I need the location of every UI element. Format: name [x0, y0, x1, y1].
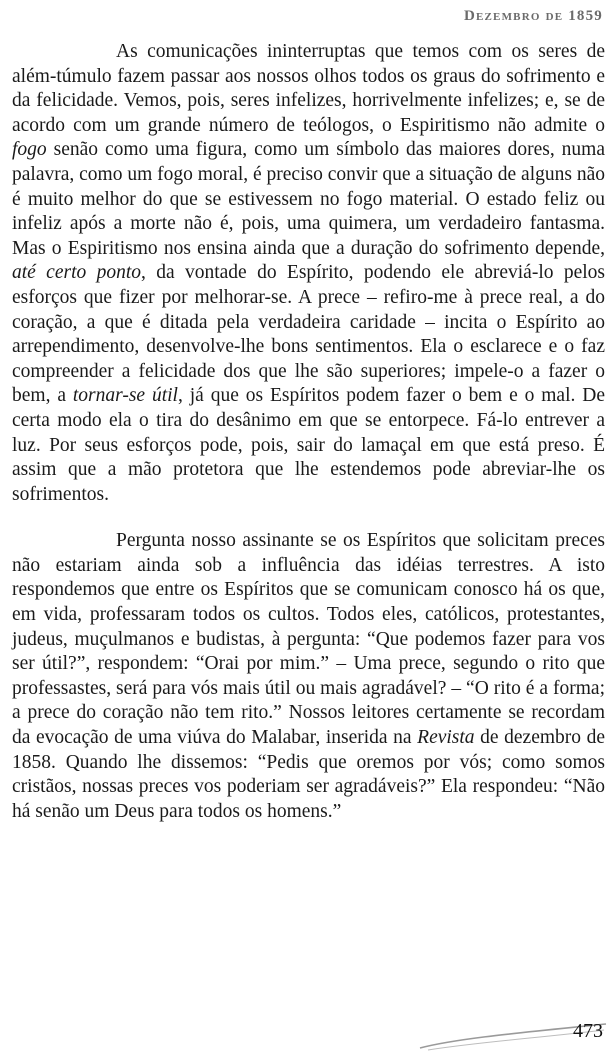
paragraph-1-text-2: senão como uma figura, como um símbolo das maiores dores, numa palavra, como um fogo moral, é preciso convir que a situação de alguns não é muito melhor do que se estivessem no fogo material. O estado feliz ou infeliz após a morte não é, pois, uma quimera, um verdadeiro fantasma. Mas o Espiritismo nos ensina ainda que a duração do sofrimento depende, — [12, 139, 605, 259]
paragraph-1-text-4: , já que os Espíritos podem fazer o bem e o mal. De certa modo ela o tira do desânimo em que se entorpece. Fá-lo entrever a luz. Por seus esforços pode, pois, sair do lamaçal em que está preso. É assim que a mão protetora que lhe estendemos pode abreviar-lhe os sofrimentos. — [12, 385, 606, 505]
paragraph-2-text-1: Pergunta nosso assinante se os Espíritos que solicitam preces não estariam ainda sob a influência das idéias terrestres. A isto respondemos que entre os Espíritos que se comunicam conosco há os que, em vida, professaram todos os cultos. Todos eles, católicos, protestantes, judeus, muçulmanos e budistas, à pergunta: “Que podemos fazer para vos ser útil?”, respondem: “Orai por mim.” – Uma prece, segundo o rito que professastes, será para vós mais útil ou mais agradável? – “O rito é a forma; a prece do coração não tem rito.” Nossos leitores certamente se recordam da evocação de uma viúva do Malabar, inserida na — [12, 530, 605, 749]
body-text — [12, 40, 605, 824]
paragraph-1-emphasis-1: fogo — [12, 139, 47, 161]
page-number: 473 — [573, 1020, 603, 1042]
paragraph-2-emphasis-1: Revista — [417, 727, 475, 749]
running-header: Dezembro de 1859 — [463, 8, 603, 24]
paragraph-1-emphasis-3: tornar-se útil — [72, 385, 178, 407]
paragraph-1-text-3: , da vontade do Espírito, podendo ele abreviá-lo pelos esforços que fizer por melhorar-se. A prece – refiro-me à prece real, a do coração, a que é ditada pela verdadeira caridade – incita o Espírito ao arrependimento, desenvolve-lhe bons sentimentos. Ela o esclarece e o faz compreender a felicidade dos que lhe são superiores; impele-o a fazer o bem, a — [12, 262, 606, 407]
paragraph-2-text-2: de dezembro de 1858. Quando lhe dissemos: “Pedis que oremos por vós; como somos cristãos, nossas preces vos poderiam ser agradáveis?” Ela respondeu: “Não há senão um Deus para todos os homens.” — [12, 727, 605, 822]
paragraph-2 — [12, 529, 605, 824]
paragraph-1 — [12, 40, 605, 507]
paragraph-1-text-1: As comunicações ininterruptas que temos com os seres de além-túmulo fazem passar aos nossos olhos todos os graus do sofrimento e da felicidade. Vemos, pois, seres infelizes, horrivelmente infelizes; e, se de acordo com um grande número de teólogos, o Espiritismo não admite o — [12, 41, 605, 136]
paragraph-1-emphasis-2: até certo ponto — [12, 262, 142, 284]
